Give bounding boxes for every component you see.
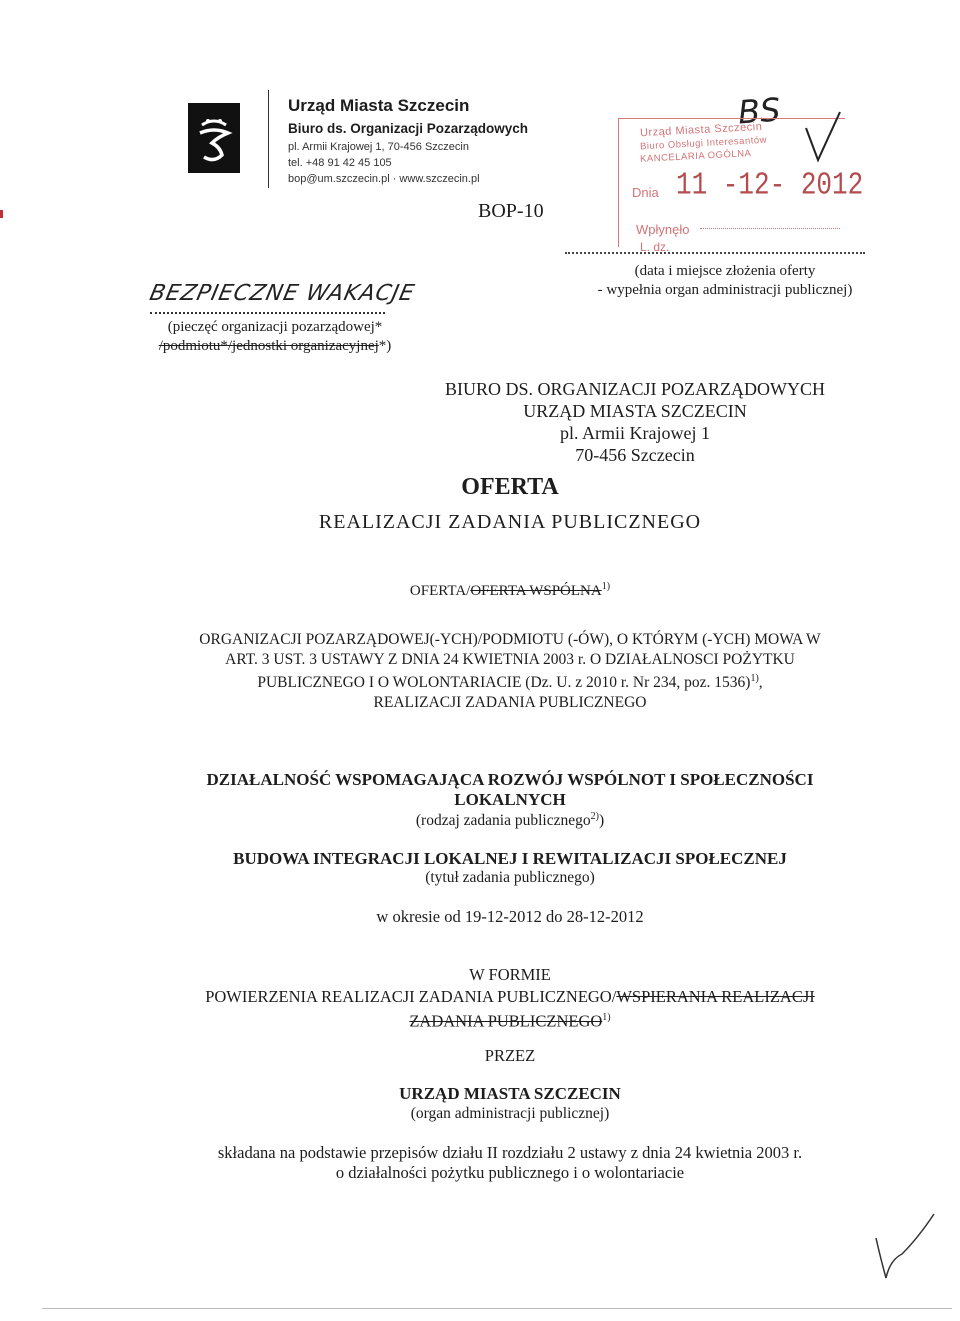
legal-basis <box>150 1143 870 1183</box>
offer-type-prefix: OFERTA/ <box>409 583 471 599</box>
form-text-line-1 <box>150 986 870 1007</box>
organizations-footnote: 1) <box>750 673 759 684</box>
margin-mark <box>0 210 3 218</box>
form-text-line-2 <box>150 1007 870 1032</box>
form-text-struck-1: WSPIERANIA REALIZACJI <box>616 987 815 1006</box>
task-type-line-1: DZIAŁALNOŚĆ WSPOMAGAJĄCA ROZWÓJ WSPÓLNOT I SPOŁECZNOŚCI <box>206 770 814 789</box>
addressee-block <box>420 378 850 466</box>
header-divider <box>268 90 269 188</box>
stamp-wplynelo-label: Wpłynęło <box>636 222 690 237</box>
seal-caption-struck: /podmiotu*/jednostki organizacyjnej <box>158 338 379 354</box>
organizations-line-1: ORGANIZACJI POZARZĄDOWEJ(-YCH)/PODMIOTU (-ÓW), O KTÓRYM (-YCH) MOWA W <box>199 631 821 648</box>
date-place-caption-line-1: (data i miejsce złożenia oferty <box>634 263 816 279</box>
page-bottom-rule <box>42 1308 952 1309</box>
task-type-caption-text: (rodzaj zadania publicznego <box>415 812 591 830</box>
handwritten-org-name: BEZPIECZNE WAKACJE <box>147 281 418 306</box>
task-title-caption: (tytuł zadania publicznego) <box>425 869 595 886</box>
seal-dotted-line <box>150 312 385 314</box>
seal-caption-line-1: (pieczęć organizacji pozarządowej* <box>167 319 383 335</box>
legal-basis-line-1: składana na podstawie przepisów działu II rozdziału 2 ustawy z dnia 24 kwietnia 2003 r. <box>217 1143 803 1162</box>
form-code: BOP-10 <box>478 200 544 222</box>
organizations-line-3 <box>150 669 870 693</box>
task-title: BUDOWA INTEGRACJI LOKALNEJ I REWITALIZACJI SPOŁECZNEJ <box>233 849 787 868</box>
authority-caption: (organ administracji publicznej) <box>410 1105 610 1122</box>
page-subtitle: REALIZACJI ZADANIA PUBLICZNEGO <box>318 511 702 533</box>
date-place-caption-line-2: - wypełnia organ administracji publicznej) <box>597 282 853 298</box>
date-place-dotted-line <box>565 252 865 254</box>
page-title <box>0 474 960 501</box>
stamp-line-1: Urząd Miasta Szczecin <box>639 120 763 140</box>
addressee-line-2: URZĄD MIASTA SZCZECIN <box>523 401 747 421</box>
stamp-line-2: Biuro Obsługi Interesantów <box>639 134 768 153</box>
addressee-line-1: BIURO DS. ORGANIZACJI POZARZĄDOWYCH <box>444 379 825 399</box>
office-name: Urząd Miasta Szczecin <box>288 96 470 115</box>
authority-name: URZĄD MIASTA SZCZECIN <box>399 1084 621 1103</box>
stamp-line-3: KANCELARIA OGÓLNA <box>639 148 752 165</box>
page-title-text: OFERTA <box>461 474 559 500</box>
handwritten-check-icon <box>872 1210 942 1285</box>
task-type-caption <box>150 811 870 830</box>
form-text-main: POWIERZENIA REALIZACJI ZADANIA PUBLICZNEGO/ <box>205 987 617 1006</box>
przez-label: PRZEZ <box>484 1046 536 1065</box>
seal-caption <box>150 318 400 356</box>
office-web: bop@um.szczecin.pl · www.szczecin.pl <box>288 173 480 185</box>
office-phone: tel. +48 91 42 45 105 <box>288 157 392 169</box>
date-place-caption <box>560 262 890 300</box>
checkmark-icon <box>800 108 845 168</box>
organizations-line-4: REALIZACJI ZADANIA PUBLICZNEGO <box>373 693 647 711</box>
task-type-caption-footnote: 2) <box>590 811 599 822</box>
stamp-dz-label: L. dz. <box>640 240 670 254</box>
city-emblem-icon <box>188 103 240 173</box>
task-type-caption-end: ) <box>598 812 605 830</box>
legal-basis-line-2: o działalności pożytku publicznego i o wolontariacie <box>335 1163 685 1182</box>
offer-type-line <box>0 581 960 600</box>
form-text-struck-2: ZADANIA PUBLICZNEGO <box>409 1011 603 1031</box>
task-period: w okresie od 19-12-2012 do 28-12-2012 <box>376 907 644 926</box>
seal-caption-line-2 <box>150 337 400 356</box>
offer-type-struck: OFERTA WSPÓLNA <box>470 583 602 599</box>
organizations-block <box>150 630 870 712</box>
stamp-dotted-line <box>700 228 840 229</box>
organizations-line-2: ART. 3 UST. 3 USTAWY Z DNIA 24 KWIETNIA 2003 r. O DZIAŁALNOSCI POŻYTKU <box>225 650 795 668</box>
offer-type-footnote: 1) <box>601 581 611 592</box>
office-address: pl. Armii Krajowej 1, 70-456 Szczecin <box>288 141 469 153</box>
addressee-line-4: 70-456 Szczecin <box>575 445 695 465</box>
form-footnote: 1) <box>602 1012 611 1023</box>
addressee-line-3: pl. Armii Krajowej 1 <box>560 423 710 443</box>
seal-caption-end: *) <box>378 338 392 354</box>
organizations-line-3-text: PUBLICZNEGO I O WOLONTARIACIE (Dz. U. z 2010 r. Nr 234, poz. 1536) <box>257 674 751 692</box>
city-logo <box>188 103 240 173</box>
task-type-line-2: LOKALNYCH <box>454 790 566 809</box>
stamp-dnia-label: Dnia <box>632 185 659 200</box>
task-type <box>150 770 870 810</box>
stamp-date: 11 -12- 2012 <box>676 167 864 203</box>
form-text <box>150 986 870 1032</box>
form-heading: W FORMIE <box>469 965 551 984</box>
stamp-initials: BS <box>736 90 782 132</box>
office-department: Biuro ds. Organizacji Pozarządowych <box>288 121 529 136</box>
organizations-line-3-end: , <box>758 674 763 692</box>
